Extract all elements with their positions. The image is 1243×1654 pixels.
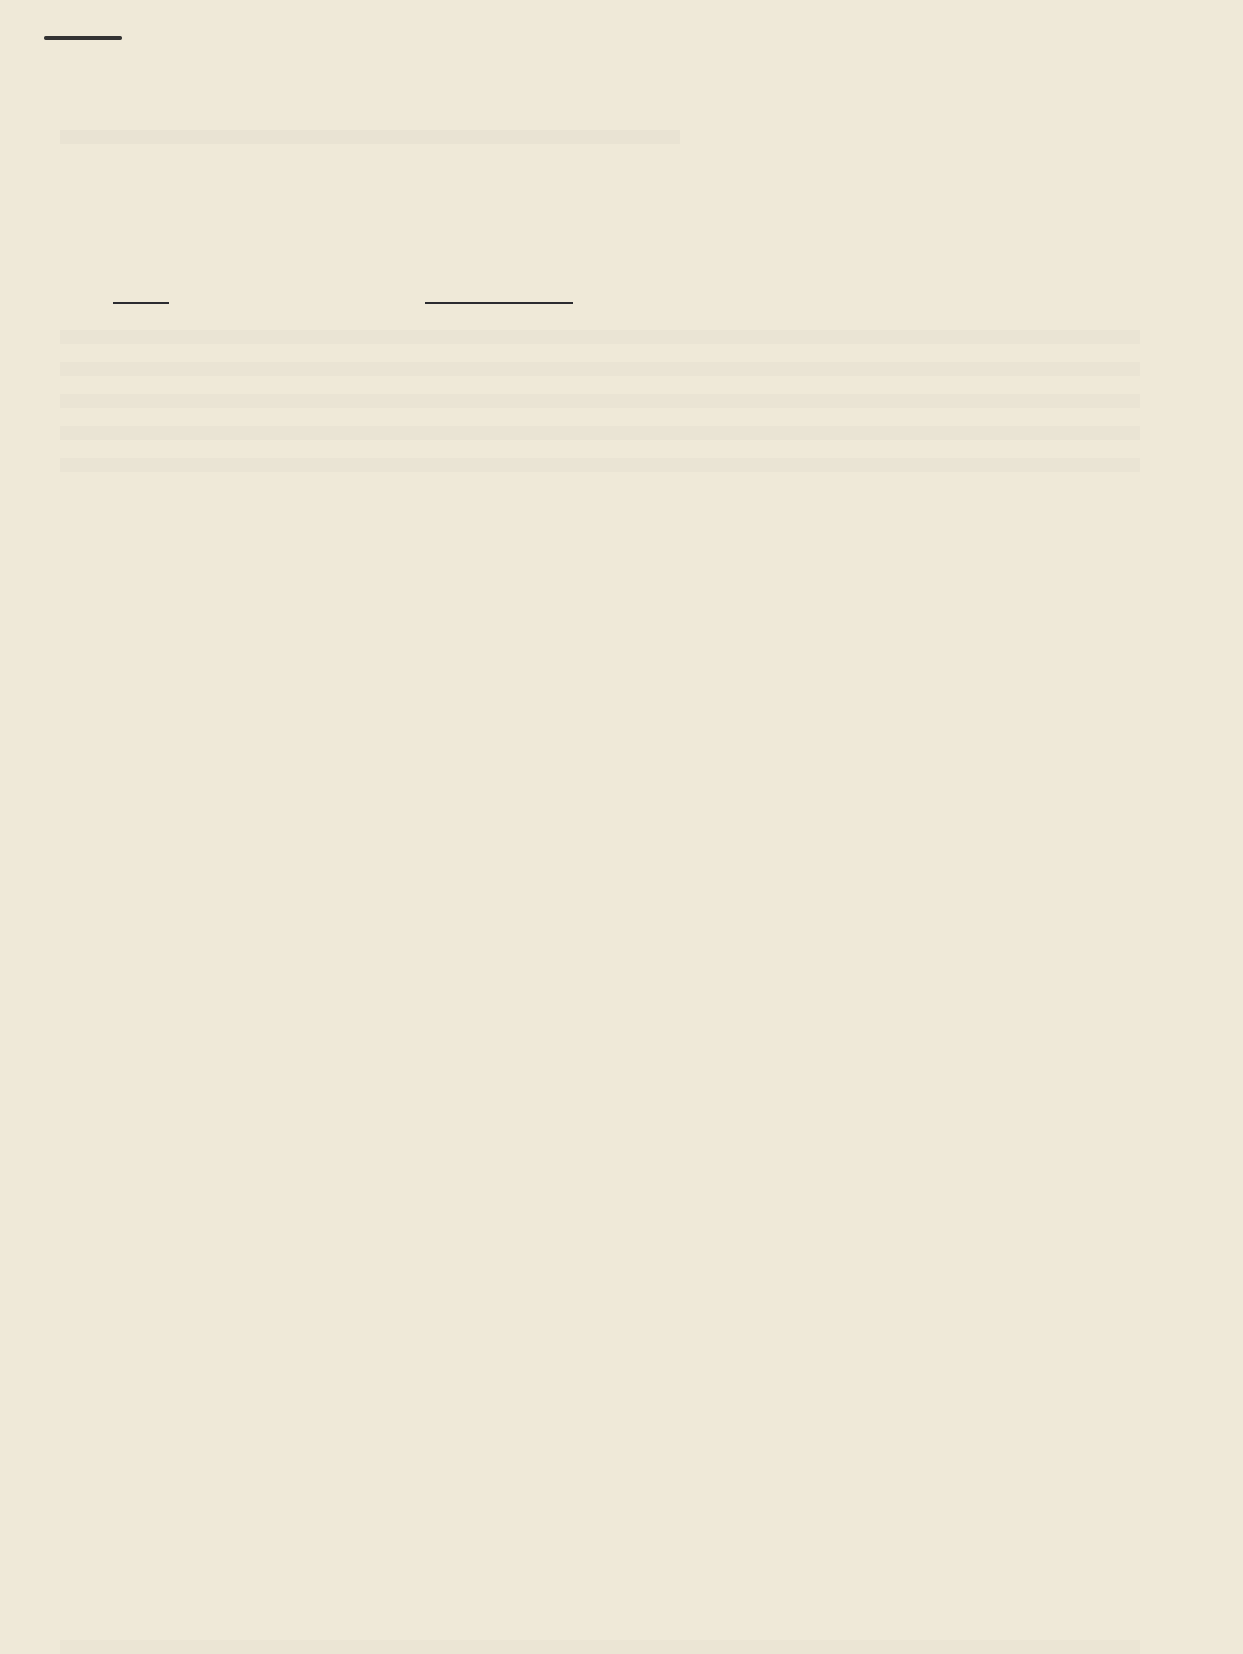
level-header-rule [113, 302, 169, 304]
pen-mark [44, 36, 122, 40]
experience-header-rule [425, 302, 573, 304]
show-through-texture [40, 100, 1220, 1580]
